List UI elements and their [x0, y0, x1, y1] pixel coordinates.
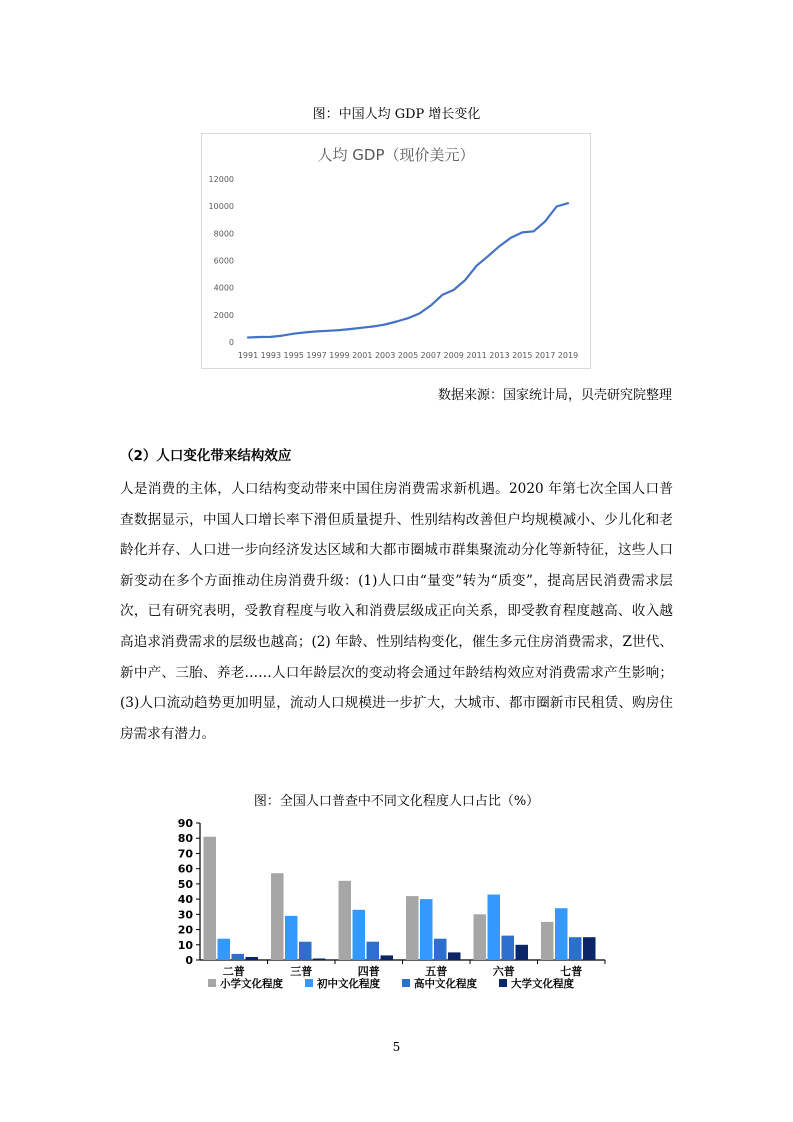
gdp-x-tick-label: 1995: [283, 351, 304, 360]
edu-y-tick-label: 70: [177, 847, 193, 861]
edu-bar: [271, 873, 284, 960]
edu-y-tick-label: 60: [177, 862, 193, 876]
gdp-y-tick-label: 12000: [208, 175, 234, 184]
gdp-y-tick-label: 6000: [213, 256, 234, 266]
edu-legend-swatch: [305, 979, 313, 987]
edu-bar: [434, 939, 447, 960]
gdp-y-tick-label: 10000: [208, 202, 234, 212]
edu-bar: [420, 899, 433, 960]
gdp-x-tick-label: 2001: [352, 351, 373, 360]
edu-bar: [583, 937, 596, 960]
gdp-x-tick-label: 2007: [420, 351, 442, 360]
figure2-caption: 图：全国人口普查中不同文化程度人口占比（%）: [253, 794, 540, 809]
body-paragraph: 人是消费的主体，人口结构变动带来中国住房消费需求新机遇。2020 年第七次全国人口普查数据显示，中国人口增长率下滑但质量提升、性别结构改善但户均规模减小、少儿化和老龄化并存、人口进一步向经济发达区域和大都市圈城市群集聚流动分化等新特征，这些人口新变动在多个方面推动住房消费升级：(1)人口由“量变”转为“质变”，提高居民消费需求层次，已有研究表明，受教育程度与收入和消费层级成正向关系，即受教育程度越高、收入越高追求消费需求的层级也越高；(2) 年龄、性别结构变化，催生多元住房消费需求，Z世代、新中产、三胎、养老……人口年龄层次的变动将会通过年龄结构效应对消费需求产生影响；(3)人口流动趋势更加明显，流动人口规模进一步扩大，大城市、都市圈新市民租赁、购房住房需求有潜力。: [120, 481, 673, 742]
edu-bar: [488, 895, 501, 961]
edu-bar: [232, 954, 245, 960]
gdp-x-tick-label: 1997: [306, 351, 327, 360]
edu-y-tick-label: 90: [177, 817, 193, 830]
edu-x-tick-label: 四普: [357, 965, 380, 978]
section-title: （2）人口变化带来结构效应: [120, 448, 292, 464]
gdp-x-tick-label: 2003: [374, 351, 396, 360]
edu-bar: [204, 837, 217, 960]
edu-legend-label: 大学文化程度: [511, 978, 574, 990]
edu-y-tick-label: 50: [177, 877, 193, 891]
edu-bar: [367, 942, 380, 960]
education-bar-chart: [170, 815, 610, 1005]
gdp-x-tick-label: 2019: [557, 351, 579, 360]
edu-y-tick-label: 0: [185, 954, 193, 967]
gdp-y-tick-label: 2000: [213, 310, 234, 320]
edu-bar: [569, 937, 582, 960]
edu-legend-swatch: [208, 979, 216, 987]
gdp-x-tick-label: 1999: [329, 351, 350, 360]
edu-y-tick-label: 80: [177, 832, 193, 846]
edu-bar: [353, 910, 366, 960]
gdp-series-line: [248, 203, 568, 337]
gdp-x-tick-label: 2017: [534, 351, 556, 360]
edu-bar: [218, 939, 231, 960]
edu-bar: [516, 945, 529, 960]
edu-x-tick-label: 二普: [222, 965, 245, 978]
page-number: 5: [392, 1040, 401, 1054]
edu-y-tick-label: 20: [177, 923, 193, 937]
gdp-chart-box: [201, 133, 591, 369]
edu-bar: [448, 952, 461, 960]
gdp-x-tick-label: 2013: [489, 351, 510, 360]
edu-bar: [502, 936, 515, 960]
edu-x-tick-label: 五普: [425, 965, 448, 978]
gdp-x-tick-label: 1993: [260, 351, 282, 360]
edu-bar: [406, 896, 419, 960]
edu-legend-swatch: [402, 979, 410, 987]
edu-x-tick-label: 七普: [560, 965, 583, 978]
edu-bar: [381, 955, 394, 960]
edu-legend-label: 高中文化程度: [414, 978, 477, 990]
gdp-x-tick-label: 2009: [443, 351, 464, 360]
gdp-chart-title: 人均 GDP（现价美元）: [317, 146, 475, 164]
edu-legend-label: 小学文化程度: [220, 978, 283, 990]
edu-bar: [339, 881, 352, 960]
gdp-x-tick-label: 2011: [466, 351, 487, 360]
edu-y-tick-label: 30: [177, 908, 193, 922]
data-source: 数据来源：国家统计局，贝壳研究院整理: [437, 388, 672, 403]
edu-x-tick-label: 六普: [492, 965, 515, 978]
gdp-x-tick-label: 2005: [397, 351, 419, 360]
edu-bar: [474, 914, 487, 960]
edu-legend-swatch: [499, 979, 507, 987]
gdp-x-tick-label: 2015: [512, 351, 533, 360]
edu-bar: [541, 922, 554, 960]
edu-y-tick-label: 40: [177, 893, 193, 907]
edu-x-tick-label: 三普: [290, 965, 313, 978]
gdp-y-tick-label: 0: [228, 338, 234, 347]
edu-bar: [246, 957, 259, 960]
edu-bar: [555, 908, 568, 960]
edu-y-tick-label: 10: [177, 938, 193, 952]
edu-legend-label: 初中文化程度: [317, 978, 380, 990]
edu-bar: [299, 942, 312, 960]
gdp-y-tick-label: 4000: [213, 283, 234, 293]
edu-bar: [285, 916, 298, 960]
edu-bar: [313, 959, 326, 961]
figure1-caption: 图：中国人均 GDP 增长变化: [312, 107, 481, 122]
gdp-x-tick-label: 1991: [237, 351, 259, 360]
gdp-line-chart: [202, 134, 590, 368]
gdp-y-tick-label: 8000: [213, 229, 234, 239]
